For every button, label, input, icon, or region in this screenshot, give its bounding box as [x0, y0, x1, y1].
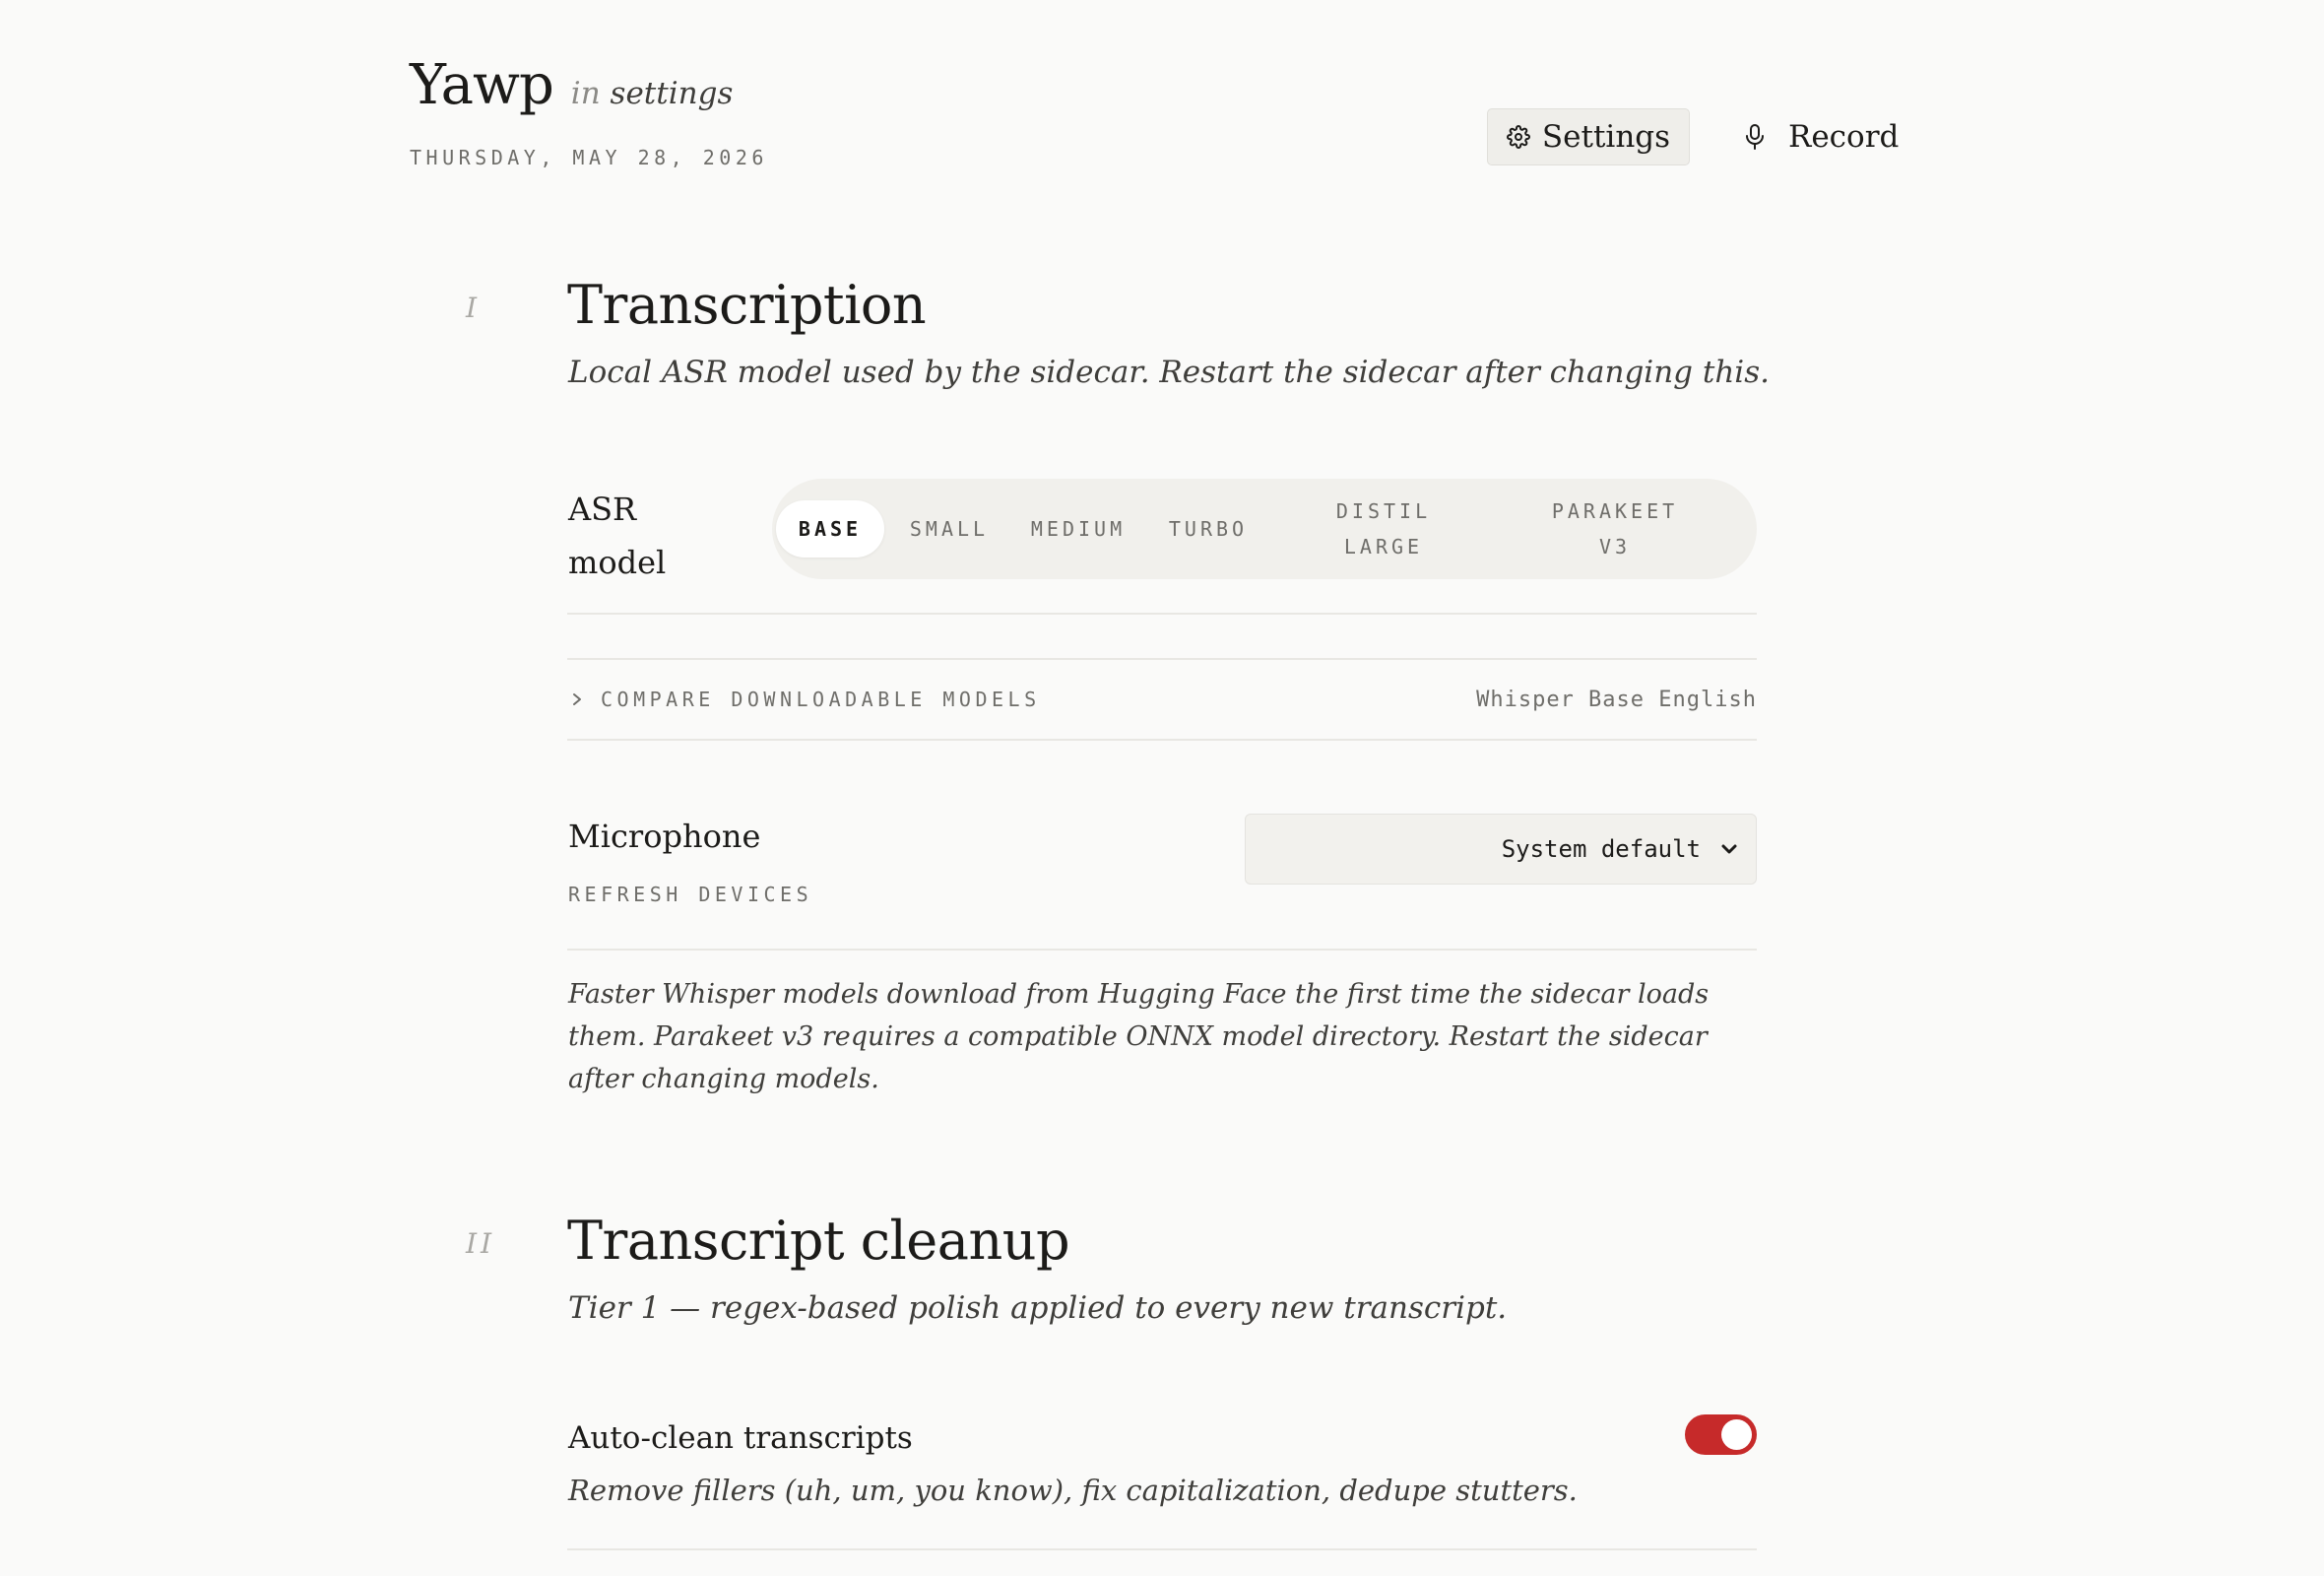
asr-option-turbo[interactable]: TURBO: [1168, 517, 1249, 541]
divider: [567, 1548, 1757, 1550]
asr-option-parakeet-v3[interactable]: PARAKEET V3: [1551, 499, 1679, 558]
autoclean-description: Remove fillers (uh, um, you know), fix capitalization, dedupe stutters.: [568, 1474, 1578, 1507]
chevron-down-icon: [1720, 843, 1738, 855]
compare-models-label: COMPARE DOWNLOADABLE MODELS: [601, 688, 1041, 711]
breadcrumb: [571, 76, 734, 111]
breadcrumb-page: settings: [610, 76, 734, 111]
chevron-right-icon: [571, 691, 583, 707]
autoclean-label: Auto-clean transcripts: [568, 1420, 913, 1456]
toggle-knob: [1721, 1419, 1752, 1450]
microphone-icon: [1743, 123, 1767, 151]
compare-models-toggle[interactable]: [571, 660, 1041, 739]
current-date: THURSDAY, MAY 28, 2026: [410, 146, 768, 169]
asr-option-distil-large[interactable]: DISTIL LARGE: [1335, 499, 1432, 558]
section-numeral: II: [466, 1227, 496, 1260]
asr-model-label-line1: ASR: [568, 491, 637, 528]
record-button[interactable]: [1743, 108, 1899, 165]
compare-models-disclosure[interactable]: [567, 658, 1757, 741]
microphone-label: Microphone: [568, 818, 761, 855]
section-subtitle: Local ASR model used by the sidecar. Restart the sidecar after changing this.: [568, 355, 1770, 390]
section-title: Transcription: [567, 274, 927, 336]
settings-button[interactable]: [1487, 108, 1690, 165]
refresh-devices-button[interactable]: REFRESH DEVICES: [568, 883, 813, 906]
asr-option-base[interactable]: BASE: [776, 500, 884, 558]
app-name: Yawp: [410, 53, 553, 117]
section-title: Transcript cleanup: [567, 1210, 1070, 1272]
asr-option-medium[interactable]: MEDIUM: [1030, 517, 1127, 541]
asr-model-label-line2: model: [568, 544, 667, 581]
microphone-select-value: System default: [1501, 835, 1701, 863]
settings-button-label: Settings: [1541, 119, 1671, 155]
microphone-select[interactable]: [1245, 814, 1757, 885]
breadcrumb-prefix: in: [570, 76, 601, 111]
model-download-note: Faster Whisper models download from Hugging Face the first time the sidecar loads them. Parakeet v3 requires a compatible ONNX model directory. Restart the sidecar after changing models.: [568, 979, 1710, 1094]
brand-heading: [410, 53, 733, 117]
asr-model-label: [568, 483, 666, 589]
autoclean-toggle[interactable]: [1685, 1414, 1757, 1455]
selected-model-name: Whisper Base English: [1476, 687, 1757, 712]
gear-icon: [1507, 125, 1530, 149]
asr-model-selector: [772, 479, 1757, 579]
asr-option-small[interactable]: SMALL: [909, 517, 990, 541]
divider: [567, 949, 1757, 951]
section-subtitle: Tier 1 — regex-based polish applied to every new transcript.: [568, 1290, 1508, 1326]
section-numeral: I: [466, 292, 482, 324]
divider: [567, 613, 1757, 615]
record-button-label: Record: [1788, 119, 1900, 155]
